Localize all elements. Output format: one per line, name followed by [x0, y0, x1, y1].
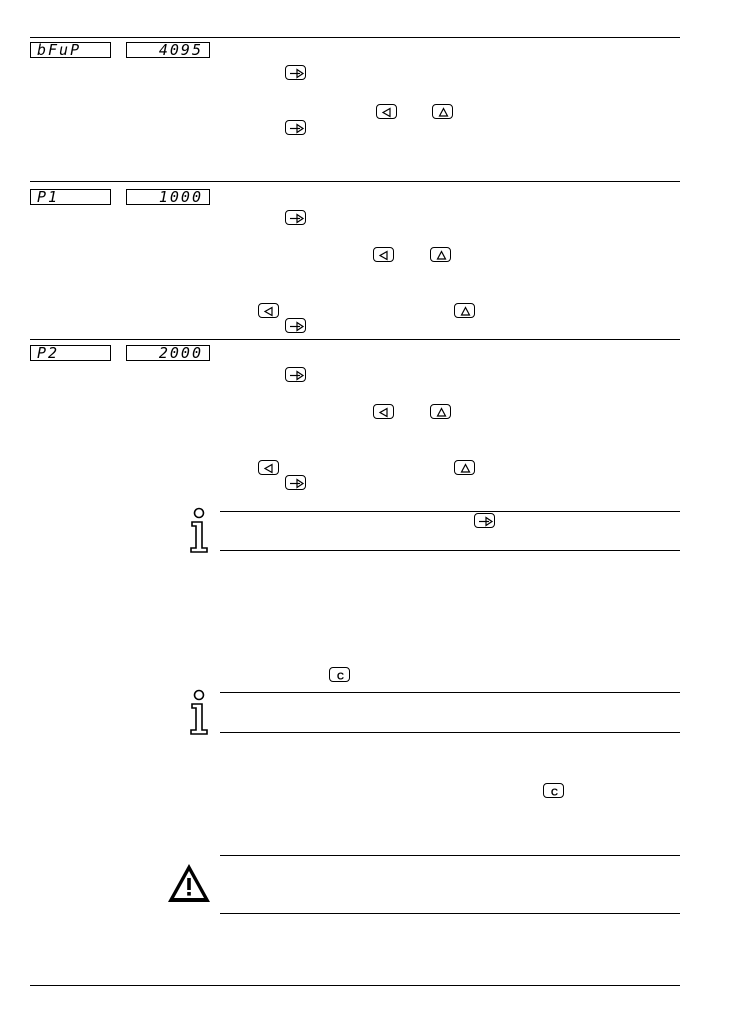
up-key-icon	[432, 104, 453, 119]
param-name-text: bFuP	[37, 41, 82, 59]
next-key-icon	[285, 318, 306, 333]
next-key-icon	[285, 475, 306, 490]
param-value-display	[126, 189, 210, 205]
top-rule	[30, 37, 680, 38]
svg-text:C: C	[336, 671, 345, 683]
up-key-icon	[430, 404, 451, 419]
left-key-icon	[376, 104, 397, 119]
warning-bottom-rule	[220, 913, 680, 914]
up-key-icon	[454, 460, 475, 475]
svg-text:C: C	[550, 787, 559, 799]
param-name-display	[30, 189, 111, 205]
left-key-icon	[258, 460, 279, 475]
warning-triangle-icon	[166, 862, 212, 904]
next-key-icon	[285, 367, 306, 382]
up-key-icon	[454, 303, 475, 318]
param-value-text: 1000	[158, 188, 203, 206]
param-value-display	[126, 345, 210, 361]
left-key-icon	[258, 303, 279, 318]
left-key-icon	[373, 247, 394, 262]
section-divider	[30, 181, 680, 182]
param-value-text: 4095	[158, 41, 203, 59]
next-key-icon	[474, 513, 495, 528]
param-name-display	[30, 345, 111, 361]
next-key-icon	[285, 210, 306, 225]
param-name-text: P1	[37, 188, 60, 206]
next-key-icon	[285, 120, 306, 135]
c-key-icon	[543, 783, 564, 798]
left-key-icon	[373, 404, 394, 419]
note-bottom-rule	[220, 732, 680, 733]
note-bottom-rule	[220, 550, 680, 551]
info-icon	[187, 689, 211, 735]
param-value-display	[126, 42, 210, 58]
param-name-display	[30, 42, 111, 58]
note-top-rule	[220, 511, 680, 512]
bottom-rule	[30, 985, 680, 986]
up-key-icon	[430, 247, 451, 262]
param-value-text: 2000	[158, 344, 203, 362]
param-name-text: P2	[37, 344, 60, 362]
c-key-icon	[329, 667, 350, 682]
warning-top-rule	[220, 855, 680, 856]
info-icon	[187, 507, 211, 553]
section-divider	[30, 339, 680, 340]
next-key-icon	[285, 65, 306, 80]
note-top-rule	[220, 692, 680, 693]
